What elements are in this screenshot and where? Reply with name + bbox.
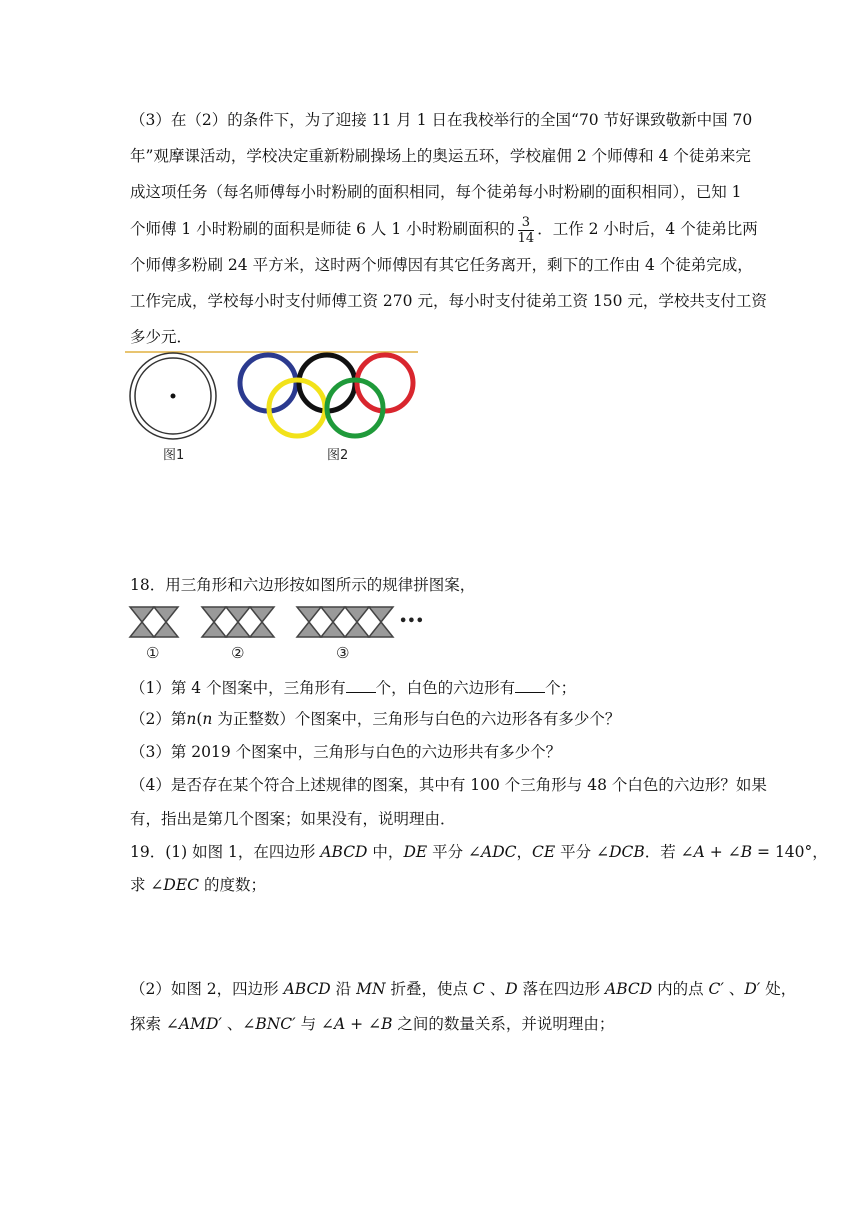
text: 之间的数量关系，并说明理由； xyxy=(392,1015,615,1033)
text: 折叠，使点 xyxy=(385,980,473,998)
math-dcb: DCB xyxy=(609,843,645,861)
pattern-label-2: ② xyxy=(231,644,245,662)
q18-part-4-line-2: 有，指出是第几个图案；如果没有，说明理由． xyxy=(130,810,456,828)
q18-part-1 xyxy=(130,677,576,698)
triangle xyxy=(130,622,154,637)
answer-blank-hexagons[interactable] xyxy=(515,677,545,693)
math-adc: ADC xyxy=(481,843,517,861)
fig2-label: 图2 xyxy=(327,448,349,463)
math-dec: DEC xyxy=(163,876,200,894)
math-de: DE xyxy=(403,843,428,861)
q17-line-2: 年”观摩课活动，学校决定重新粉刷操场上的奥运五环，学校雇佣 2 个师傅和 4 个徒弟来完 xyxy=(130,147,751,165)
q17-line-1: （3）在（2）的条件下，为了迎接 11 月 1 日在我校举行的全国“70 节好课致敬新中国 70 xyxy=(130,111,753,129)
fraction-denominator: 14 xyxy=(517,230,535,246)
triangle xyxy=(202,622,226,637)
var-n: n xyxy=(202,710,213,728)
triangle xyxy=(226,622,250,637)
math-b: B xyxy=(381,1015,393,1033)
pattern-1 xyxy=(130,607,178,637)
q17-line-6: 工作完成，学校每小时支付师傅工资 270 元，每小时支付徒弟工资 150 元，学校共支付工资 xyxy=(130,292,767,310)
triangle xyxy=(297,607,321,622)
text: 沿 xyxy=(330,980,357,998)
math-d: D xyxy=(505,980,518,998)
figure-1 xyxy=(130,353,216,439)
text: 内的点 xyxy=(652,980,709,998)
q17-line-3: 成这项任务（每名师傅每小时粉刷的面积相同，每个徒弟每小时粉刷的面积相同），已知 1 xyxy=(130,183,742,201)
triangle xyxy=(130,607,154,622)
triangle xyxy=(250,622,274,637)
triangle xyxy=(345,622,369,637)
figure-2-olympic-rings xyxy=(240,355,413,436)
q18-p2-b: ( xyxy=(196,710,203,728)
text: 与 ∠ xyxy=(295,1015,335,1033)
math-c-prime: C′ xyxy=(708,980,724,998)
text: 、 xyxy=(484,980,506,998)
text: （2）如图 2，四边形 xyxy=(130,980,284,998)
triangle xyxy=(297,622,321,637)
triangle xyxy=(154,622,178,637)
q18-part-3: （3）第 2019 个图案中，三角形与白色的六边形共有多少个？ xyxy=(130,743,562,761)
text: 处， xyxy=(760,980,797,998)
q17-line-4-text: 个师傅 1 小时粉刷的面积是师徒 6 人 1 小时粉刷面积的 xyxy=(130,220,515,238)
q17-line-5: 个师傅多粉刷 24 平方米，这时两个师傅因有其它任务离开，剩下的工作由 4 个徒弟完成， xyxy=(130,256,753,274)
pattern-label-1: ① xyxy=(146,644,160,662)
triangle xyxy=(369,622,393,637)
math-abcd: ABCD xyxy=(320,843,368,861)
text: 的度数； xyxy=(199,876,266,894)
q17-line-4-tail: ．工作 2 小时后，4 个徒弟比两 xyxy=(537,220,758,238)
text: 、∠ xyxy=(221,1015,256,1033)
answer-blank-triangles[interactable] xyxy=(346,677,376,693)
q19-part-2-line-2 xyxy=(130,1014,614,1034)
q17-line-4 xyxy=(130,214,758,246)
math-d-prime: D′ xyxy=(744,980,761,998)
q18-p1-b: 个，白色的六边形有 xyxy=(375,679,516,697)
triangle xyxy=(369,607,393,622)
math-mn: MN xyxy=(356,980,386,998)
fraction-numerator: 3 xyxy=(518,215,535,231)
math-c: C xyxy=(472,980,485,998)
q17-line-7: 多少元． xyxy=(130,328,193,346)
triangle xyxy=(321,607,345,622)
text: ．若 ∠ xyxy=(644,843,694,861)
triangle xyxy=(154,607,178,622)
pattern-2 xyxy=(202,607,274,637)
text: 中， xyxy=(367,843,404,861)
q18-pattern-figure xyxy=(125,604,425,662)
text: 落在四边形 xyxy=(517,980,606,998)
var-n: n xyxy=(186,710,197,728)
triangle xyxy=(250,607,274,622)
math-amd-prime: AMD′ xyxy=(178,1015,222,1033)
q18-p1-a: （1）第 4 个图案中，三角形有 xyxy=(130,679,346,697)
text: = 140°， xyxy=(752,843,828,861)
pattern-ellipsis: ••• xyxy=(399,614,424,629)
text: 探索 ∠ xyxy=(130,1015,179,1033)
math-abcd: ABCD xyxy=(605,980,653,998)
fraction xyxy=(518,215,535,246)
q19-part-1-line-1 xyxy=(130,842,828,862)
text: 19．(1) 如图 1，在四边形 xyxy=(130,843,321,861)
math-a: A xyxy=(693,843,705,861)
q18-p2-d: 为正整数）个图案中，三角形与白色的六边形各有多少个？ xyxy=(212,710,621,728)
math-abcd: ABCD xyxy=(283,980,331,998)
triangle xyxy=(202,607,226,622)
pattern-3 xyxy=(297,607,393,637)
math-bnc-prime: BNC′ xyxy=(255,1015,296,1033)
text: 求 ∠ xyxy=(130,876,164,894)
triangle xyxy=(345,607,369,622)
olympic-figures xyxy=(125,348,425,470)
text: 、 xyxy=(723,980,745,998)
text: + ∠ xyxy=(345,1015,382,1033)
pattern-label-3: ③ xyxy=(336,644,350,662)
q18-part-2 xyxy=(130,709,620,729)
q19-part-1-line-2 xyxy=(130,875,266,895)
triangle xyxy=(226,607,250,622)
text: ， xyxy=(516,843,533,861)
q18-part-4-line-1: （4）是否存在某个符合上述规律的图案，其中有 100 个三角形与 48 个白色的六边形？如果 xyxy=(130,776,767,794)
text: 平分 ∠ xyxy=(427,843,482,861)
q18-p1-c: 个； xyxy=(545,679,577,697)
triangle xyxy=(321,622,345,637)
text: + ∠ xyxy=(704,843,741,861)
fig1-label: 图1 xyxy=(163,448,185,463)
math-ce: CE xyxy=(532,843,556,861)
q18-stem: 18．用三角形和六边形按如图所示的规律拼图案， xyxy=(130,576,476,594)
text: 平分 ∠ xyxy=(555,843,610,861)
q19-part-2-line-1 xyxy=(130,979,796,999)
math-b: B xyxy=(740,843,753,861)
fig1-center-dot xyxy=(171,394,176,399)
q18-p2-a: （2）第 xyxy=(130,710,187,728)
math-a: A xyxy=(334,1015,346,1033)
